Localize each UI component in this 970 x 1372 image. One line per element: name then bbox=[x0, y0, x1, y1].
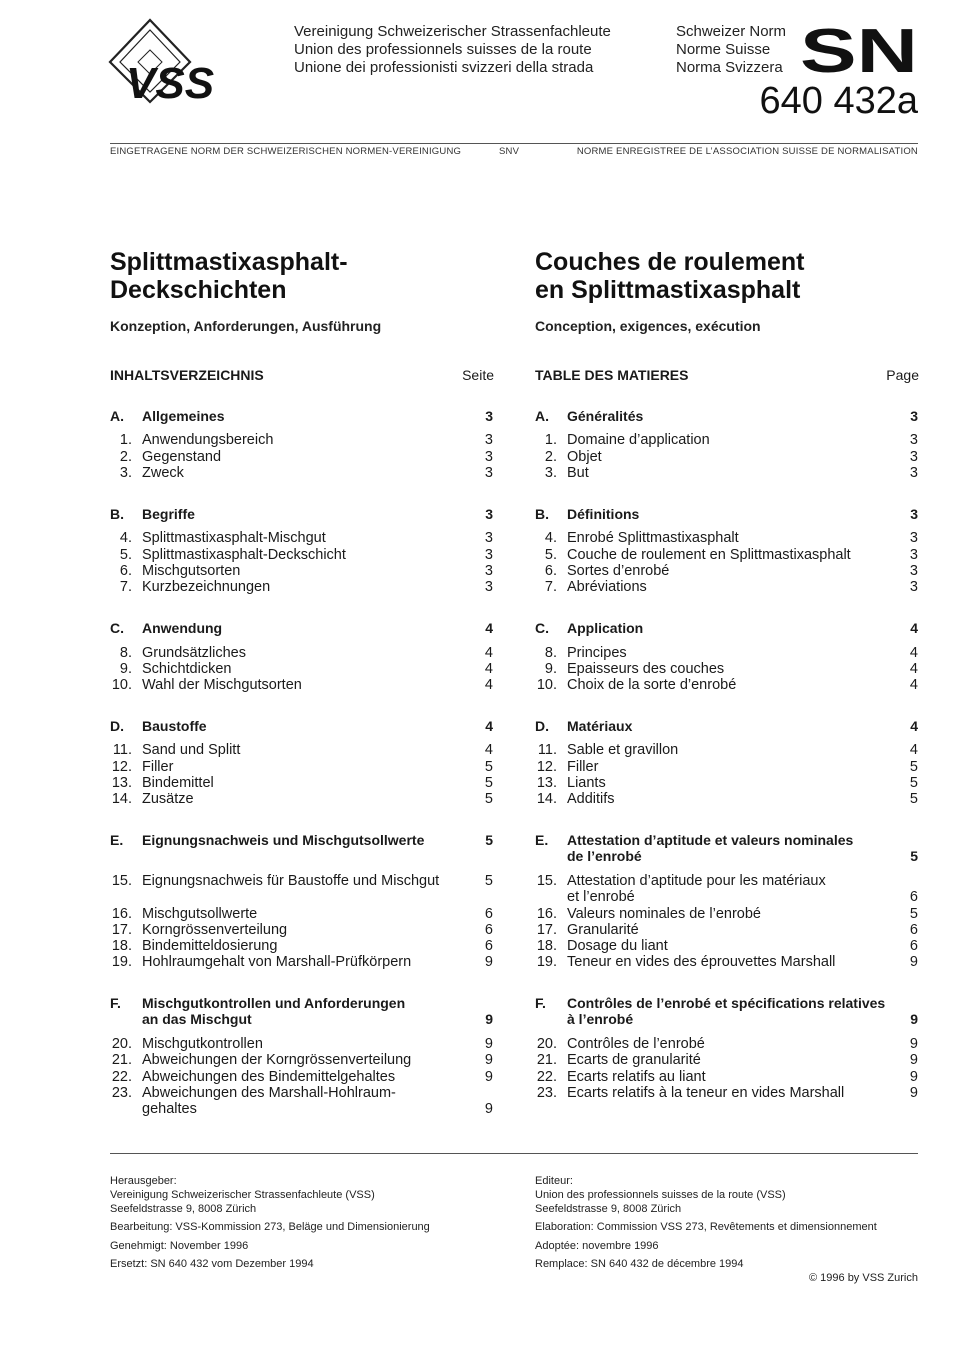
toc-text-line: Allgemeines bbox=[142, 408, 225, 424]
sn-mark-text: SN bbox=[800, 22, 918, 76]
toc-number: E. bbox=[110, 832, 124, 848]
toc-text bbox=[567, 620, 897, 636]
toc-number: 8. bbox=[544, 645, 557, 661]
toc-number: 23. bbox=[536, 1085, 557, 1101]
toc-text-line: à l’enrobé bbox=[567, 1011, 634, 1028]
toc-page-number: 3 bbox=[484, 449, 493, 465]
toc-page-number: 6 bbox=[909, 922, 918, 938]
toc-text bbox=[567, 579, 897, 595]
toc-text-line: Korngrössenverteilung bbox=[142, 922, 288, 938]
toc-number: 12. bbox=[111, 759, 132, 775]
toc-text-line: Objet bbox=[567, 449, 602, 465]
toc-text bbox=[142, 906, 472, 922]
toc-text-line: Splittmastixasphalt-Deckschicht bbox=[142, 547, 346, 563]
toc-text-line: Enrobé Splittmastixasphalt bbox=[567, 530, 739, 546]
toc-text bbox=[567, 742, 897, 758]
toc-text-line: Bindemittel bbox=[142, 775, 214, 791]
toc-page-number: 9 bbox=[909, 954, 918, 970]
toc-page-number: 5 bbox=[909, 775, 918, 791]
toc-text bbox=[567, 465, 897, 481]
toc-text bbox=[567, 938, 897, 954]
toc-page-number: 9 bbox=[485, 1011, 493, 1028]
org-line-fr: Union des professionnels suisses de la route bbox=[294, 41, 592, 58]
toc-number: 10. bbox=[536, 677, 557, 693]
toc-text bbox=[142, 677, 472, 693]
toc-text bbox=[142, 718, 472, 734]
toc-page-number: 5 bbox=[909, 906, 918, 922]
toc-number: 22. bbox=[111, 1069, 132, 1085]
toc-text bbox=[142, 742, 472, 758]
toc-text bbox=[567, 661, 897, 677]
toc-text-line: Domaine d’application bbox=[567, 432, 710, 448]
toc-text bbox=[142, 563, 472, 579]
toc-text bbox=[567, 563, 897, 579]
toc-page-number: 3 bbox=[909, 449, 918, 465]
toc-text-line: Abweichungen des Marshall-Hohlraum- bbox=[142, 1085, 396, 1101]
toc-page-number: 5 bbox=[484, 873, 493, 889]
norm-line-it: Norma Svizzera bbox=[676, 59, 783, 76]
toc-number: 22. bbox=[536, 1069, 557, 1085]
toc-text bbox=[142, 547, 472, 563]
toc-text bbox=[567, 408, 897, 424]
toc-page-number: 6 bbox=[909, 889, 918, 906]
toc-text-line: Ecarts de granularité bbox=[567, 1052, 701, 1068]
toc-text bbox=[142, 759, 472, 775]
toc-number: 7. bbox=[119, 579, 132, 595]
subtitle-german: Konzeption, Anforderungen, Ausführung bbox=[110, 318, 382, 334]
toc-text-line: But bbox=[567, 465, 589, 481]
toc-page-number: 4 bbox=[484, 645, 493, 661]
footer-publisher-address: Seefeldstrasse 9, 8008 Zürich bbox=[110, 1203, 257, 1215]
toc-text bbox=[142, 408, 472, 424]
toc-page-number: 9 bbox=[484, 1069, 493, 1085]
toc-text bbox=[142, 873, 472, 889]
toc-page-number: 3 bbox=[909, 547, 918, 563]
toc-text-line: Granularité bbox=[567, 922, 639, 938]
toc-title: TABLE DES MATIERES bbox=[535, 367, 689, 383]
toc-page-number: 3 bbox=[910, 408, 918, 424]
toc-number: 15. bbox=[111, 873, 132, 889]
toc-page-number: 9 bbox=[910, 1011, 918, 1028]
toc-text bbox=[567, 954, 897, 970]
toc-page-number: 3 bbox=[485, 506, 493, 522]
toc-text-line: Attestation d’aptitude pour les matériaux bbox=[567, 873, 826, 889]
toc-number: 21. bbox=[536, 1052, 557, 1068]
toc-number: 3. bbox=[119, 465, 132, 481]
toc-text bbox=[567, 449, 897, 465]
title-line-1: Couches de roulement bbox=[535, 248, 805, 276]
toc-page-number: 4 bbox=[485, 718, 493, 734]
toc-page-number: 3 bbox=[909, 465, 918, 481]
toc-number: 1. bbox=[544, 432, 557, 448]
toc-text-line: Schichtdicken bbox=[142, 661, 232, 677]
toc-number: B. bbox=[110, 506, 124, 522]
org-line-de: Vereinigung Schweizerischer Strassenfachleute bbox=[294, 23, 611, 40]
toc-number: C. bbox=[535, 620, 549, 636]
footer-divider bbox=[110, 1153, 918, 1154]
toc-text-line: Mischgutkontrollen bbox=[142, 1036, 263, 1052]
toc-number: 4. bbox=[544, 530, 557, 546]
toc-page-number: 3 bbox=[910, 506, 918, 522]
toc-page-number: 4 bbox=[910, 718, 918, 734]
toc-text bbox=[142, 530, 472, 546]
toc-text bbox=[567, 530, 897, 546]
toc-text-line: Valeurs nominales de l’enrobé bbox=[567, 906, 761, 922]
toc-text bbox=[142, 465, 472, 481]
toc-text bbox=[567, 432, 897, 448]
toc-text-line: Filler bbox=[567, 759, 599, 775]
toc-text bbox=[142, 620, 472, 636]
toc-text-line: Kurzbezeichnungen bbox=[142, 579, 271, 595]
toc-page-number: 9 bbox=[909, 1052, 918, 1068]
toc-text-line: Splittmastixasphalt-Mischgut bbox=[142, 530, 326, 546]
toc-text-line: Ecarts relatifs à la teneur en vides Marshall bbox=[567, 1085, 845, 1101]
toc-text bbox=[567, 832, 897, 865]
toc-text-line: Anwendung bbox=[142, 620, 223, 636]
toc-text bbox=[567, 645, 897, 661]
toc-text-line: Matériaux bbox=[567, 718, 633, 734]
toc-number: D. bbox=[110, 718, 124, 734]
toc-number: 20. bbox=[536, 1036, 557, 1052]
toc-text-line: Grundsätzliches bbox=[142, 645, 246, 661]
toc-page-number: 5 bbox=[909, 759, 918, 775]
toc-text bbox=[142, 1052, 472, 1068]
toc-number: 10. bbox=[111, 677, 132, 693]
footer-publisher-label: Herausgeber: bbox=[110, 1175, 177, 1187]
toc-text-line: Abréviations bbox=[567, 579, 647, 595]
toc-number: F. bbox=[110, 995, 121, 1011]
toc-number: D. bbox=[535, 718, 549, 734]
toc-number: 5. bbox=[544, 547, 557, 563]
toc-text-line: Application bbox=[567, 620, 644, 636]
toc-page-number: 6 bbox=[909, 938, 918, 954]
toc-page-number: 3 bbox=[909, 579, 918, 595]
toc-page-number: 6 bbox=[484, 922, 493, 938]
toc-text-line: Principes bbox=[567, 645, 627, 661]
toc-text bbox=[142, 432, 472, 448]
toc-page-number: 4 bbox=[909, 645, 918, 661]
toc-text bbox=[142, 1069, 472, 1085]
toc-page-number: 3 bbox=[484, 563, 493, 579]
toc-number: 18. bbox=[536, 938, 557, 954]
toc-text-line: Wahl der Mischgutsorten bbox=[142, 677, 302, 693]
toc-text-line: de l’enrobé bbox=[567, 848, 642, 865]
toc-page-number: 3 bbox=[484, 547, 493, 563]
toc-text-line: Abweichungen der Korngrössenverteilung bbox=[142, 1052, 412, 1068]
toc-text-line: Liants bbox=[567, 775, 606, 791]
toc-text bbox=[567, 1069, 897, 1085]
toc-text-line: Anwendungsbereich bbox=[142, 432, 274, 448]
title-french bbox=[535, 248, 805, 304]
footer-publisher-name: Union des professionnels suisses de la route (VSS) bbox=[535, 1189, 786, 1201]
toc-text-line: Contrôles de l’enrobé bbox=[567, 1036, 705, 1052]
toc-text-line: Couche de roulement en Splittmastixasphalt bbox=[567, 547, 851, 563]
toc-page-number: 3 bbox=[484, 530, 493, 546]
toc-text-line: Mischgutsollwerte bbox=[142, 906, 258, 922]
toc-text-line: Sortes d’enrobé bbox=[567, 563, 670, 579]
toc-text-line: Filler bbox=[142, 759, 174, 775]
toc-page-number: 4 bbox=[910, 620, 918, 636]
toc-number: 18. bbox=[111, 938, 132, 954]
toc-page-number: 4 bbox=[909, 742, 918, 758]
toc-text-line: Additifs bbox=[567, 791, 615, 807]
toc-page-number: 4 bbox=[909, 677, 918, 693]
toc-text bbox=[142, 995, 472, 1028]
toc-number: E. bbox=[535, 832, 549, 848]
toc-number: 12. bbox=[536, 759, 557, 775]
toc-number: 21. bbox=[111, 1052, 132, 1068]
toc-text bbox=[567, 1036, 897, 1052]
toc-page-number: 9 bbox=[484, 1052, 493, 1068]
toc-text-line: Hohlraumgehalt von Marshall-Prüfkörpern bbox=[142, 954, 412, 970]
toc-text bbox=[142, 579, 472, 595]
footer-publisher-label: Editeur: bbox=[535, 1175, 573, 1187]
toc-page-number: 3 bbox=[484, 579, 493, 595]
toc-number: F. bbox=[535, 995, 546, 1011]
toc-text-line: Zusätze bbox=[142, 791, 194, 807]
footer-replaces: Remplace: SN 640 432 de décembre 1994 bbox=[535, 1258, 744, 1270]
registration-fr: NORME ENREGISTREE DE L’ASSOCIATION SUISSE DE NORMALISATION bbox=[576, 146, 918, 157]
toc-page-number: 4 bbox=[484, 661, 493, 677]
toc-text bbox=[142, 645, 472, 661]
toc-text bbox=[142, 832, 472, 848]
toc-text-line: Attestation d’aptitude et valeurs nominales bbox=[567, 832, 854, 848]
toc-heading-german bbox=[110, 367, 494, 383]
toc-text-line: Définitions bbox=[567, 506, 640, 522]
toc-text bbox=[142, 1085, 472, 1118]
toc-number: 11. bbox=[537, 742, 557, 758]
toc-number: 19. bbox=[536, 954, 557, 970]
toc-number: 4. bbox=[119, 530, 132, 546]
toc-text bbox=[567, 791, 897, 807]
toc-text bbox=[142, 661, 472, 677]
toc-page-number: 5 bbox=[484, 775, 493, 791]
logo-text: VSS bbox=[126, 59, 215, 104]
toc-number: 17. bbox=[111, 922, 132, 938]
toc-text bbox=[142, 922, 472, 938]
toc-text bbox=[142, 1036, 472, 1052]
sn-logo bbox=[800, 22, 920, 76]
footer-approved: Genehmigt: November 1996 bbox=[110, 1240, 249, 1252]
toc-number: 8. bbox=[119, 645, 132, 661]
registration-snv: SNV bbox=[499, 146, 520, 157]
toc-text bbox=[567, 906, 897, 922]
toc-text-line: Dosage du liant bbox=[567, 938, 668, 954]
toc-text-line: Zweck bbox=[142, 465, 184, 481]
toc-text bbox=[567, 873, 897, 906]
toc-page-number: 4 bbox=[909, 661, 918, 677]
vss-logo bbox=[108, 18, 290, 104]
toc-text-line: Choix de la sorte d’enrobé bbox=[567, 677, 737, 693]
toc-text-line: Sable et gravillon bbox=[567, 742, 679, 758]
toc-text-line: Epaisseurs des couches bbox=[567, 661, 725, 677]
toc-text-line: gehaltes bbox=[142, 1101, 197, 1118]
toc-text-line: Mischgutkontrollen und Anforderungen bbox=[142, 995, 406, 1011]
toc-text-line: Ecarts relatifs au liant bbox=[567, 1069, 706, 1085]
toc-number: 2. bbox=[119, 449, 132, 465]
toc-number: 5. bbox=[119, 547, 132, 563]
toc-page-number: 9 bbox=[484, 954, 493, 970]
toc-number: A. bbox=[535, 408, 549, 424]
norm-line-de: Schweizer Norm bbox=[676, 23, 787, 40]
subtitle-french: Conception, exigences, exécution bbox=[535, 318, 761, 334]
page-column-heading: Page bbox=[886, 367, 919, 383]
toc-text bbox=[142, 791, 472, 807]
toc-text-line: Begriffe bbox=[142, 506, 195, 522]
toc-text-line: Généralités bbox=[567, 408, 644, 424]
title-line-1: Splittmastixasphalt- bbox=[110, 248, 348, 276]
page-column-heading: Seite bbox=[462, 367, 494, 383]
toc-text-line: Contrôles de l’enrobé et spécifications relatives bbox=[567, 995, 886, 1011]
toc-number: 17. bbox=[536, 922, 557, 938]
toc-text bbox=[567, 759, 897, 775]
toc-text bbox=[567, 775, 897, 791]
toc-text bbox=[142, 954, 472, 970]
toc-page-number: 9 bbox=[909, 1069, 918, 1085]
toc-number: 11. bbox=[112, 742, 132, 758]
toc-number: C. bbox=[110, 620, 124, 636]
toc-text bbox=[142, 506, 472, 522]
toc-text bbox=[567, 1052, 897, 1068]
toc-page-number: 9 bbox=[909, 1036, 918, 1052]
toc-number: 14. bbox=[111, 791, 132, 807]
title-line-2: en Splittmastixasphalt bbox=[535, 276, 801, 304]
toc-text bbox=[567, 547, 897, 563]
toc-page-number: 3 bbox=[909, 530, 918, 546]
toc-page-number: 4 bbox=[484, 677, 493, 693]
copyright: © 1996 by VSS Zurich bbox=[809, 1272, 918, 1284]
toc-number: A. bbox=[110, 408, 124, 424]
toc-number: 9. bbox=[544, 661, 557, 677]
footer-publisher-address: Seefeldstrasse 9, 8008 Zürich bbox=[535, 1203, 682, 1215]
footer-editing: Bearbeitung: VSS-Kommission 273, Beläge und Dimensionierung bbox=[110, 1221, 430, 1233]
title-line-2: Deckschichten bbox=[110, 276, 287, 304]
toc-page-number: 3 bbox=[485, 408, 493, 424]
toc-page-number: 5 bbox=[909, 791, 918, 807]
toc-number: 14. bbox=[536, 791, 557, 807]
org-line-it: Unione dei professionisti svizzeri della strada bbox=[294, 59, 594, 76]
toc-page-number: 9 bbox=[484, 1101, 493, 1118]
header-divider bbox=[110, 143, 918, 144]
toc-page-number: 4 bbox=[484, 742, 493, 758]
toc-text bbox=[567, 995, 897, 1028]
toc-text bbox=[567, 677, 897, 693]
toc-page-number: 9 bbox=[484, 1036, 493, 1052]
toc-number: 15. bbox=[536, 873, 557, 889]
toc-text bbox=[567, 718, 897, 734]
toc-page-number: 5 bbox=[484, 759, 493, 775]
norm-line-fr: Norme Suisse bbox=[676, 41, 771, 58]
toc-text bbox=[142, 449, 472, 465]
toc-number: B. bbox=[535, 506, 549, 522]
toc-number: 16. bbox=[111, 906, 132, 922]
toc-number: 1. bbox=[119, 432, 132, 448]
toc-page-number: 4 bbox=[485, 620, 493, 636]
toc-text-line: Mischgutsorten bbox=[142, 563, 241, 579]
toc-text-line: Teneur en vides des éprouvettes Marshall bbox=[567, 954, 836, 970]
toc-page-number: 3 bbox=[484, 432, 493, 448]
toc-page-number: 5 bbox=[910, 848, 918, 865]
toc-text-line: Eignungsnachweis und Mischgutsollwerte bbox=[142, 832, 425, 848]
toc-number: 6. bbox=[119, 563, 132, 579]
toc-text-line: Gegenstand bbox=[142, 449, 222, 465]
toc-text bbox=[142, 938, 472, 954]
toc-text bbox=[567, 1085, 897, 1101]
toc-number: 19. bbox=[111, 954, 132, 970]
toc-number: 13. bbox=[111, 775, 132, 791]
footer-publisher-name: Vereinigung Schweizerischer Strassenfachleute (VSS) bbox=[110, 1189, 375, 1201]
toc-text bbox=[142, 775, 472, 791]
toc-page-number: 3 bbox=[909, 432, 918, 448]
toc-text-line: an das Mischgut bbox=[142, 1011, 252, 1028]
footer-editing: Elaboration: Commission VSS 273, Revêtements et dimensionnement bbox=[535, 1221, 877, 1233]
toc-page-number: 3 bbox=[909, 563, 918, 579]
footer-approved: Adoptée: novembre 1996 bbox=[535, 1240, 659, 1252]
toc-number: 23. bbox=[111, 1085, 132, 1101]
toc-heading-french bbox=[535, 367, 919, 383]
toc-number: 20. bbox=[111, 1036, 132, 1052]
toc-text-line: Eignungsnachweis für Baustoffe und Mischgut bbox=[142, 873, 440, 889]
toc-text-line: Sand und Splitt bbox=[142, 742, 241, 758]
toc-page-number: 5 bbox=[484, 791, 493, 807]
toc-text-line: Bindemitteldosierung bbox=[142, 938, 278, 954]
toc-number: 13. bbox=[536, 775, 557, 791]
toc-number: 16. bbox=[536, 906, 557, 922]
toc-text bbox=[567, 506, 897, 522]
toc-text-line: Abweichungen des Bindemittelgehaltes bbox=[142, 1069, 396, 1085]
toc-text bbox=[567, 922, 897, 938]
title-german bbox=[110, 248, 348, 304]
norm-number: 640 432a bbox=[759, 80, 918, 122]
toc-number: 2. bbox=[544, 449, 557, 465]
toc-number: 3. bbox=[544, 465, 557, 481]
toc-number: 6. bbox=[544, 563, 557, 579]
toc-text-line: Baustoffe bbox=[142, 718, 207, 734]
toc-page-number: 3 bbox=[484, 465, 493, 481]
toc-page-number: 6 bbox=[484, 938, 493, 954]
toc-title: INHALTSVERZEICHNIS bbox=[110, 367, 264, 383]
toc-page-number: 6 bbox=[484, 906, 493, 922]
toc-number: 7. bbox=[544, 579, 557, 595]
registration-de: EINGETRAGENE NORM DER SCHWEIZERISCHEN NORMEN-VEREINIGUNG bbox=[110, 146, 462, 157]
toc-page-number: 9 bbox=[909, 1085, 918, 1101]
toc-text-line: et l’enrobé bbox=[567, 889, 635, 906]
toc-number: 9. bbox=[119, 661, 132, 677]
footer-replaces: Ersetzt: SN 640 432 vom Dezember 1994 bbox=[110, 1258, 314, 1270]
toc-page-number: 5 bbox=[485, 832, 493, 848]
